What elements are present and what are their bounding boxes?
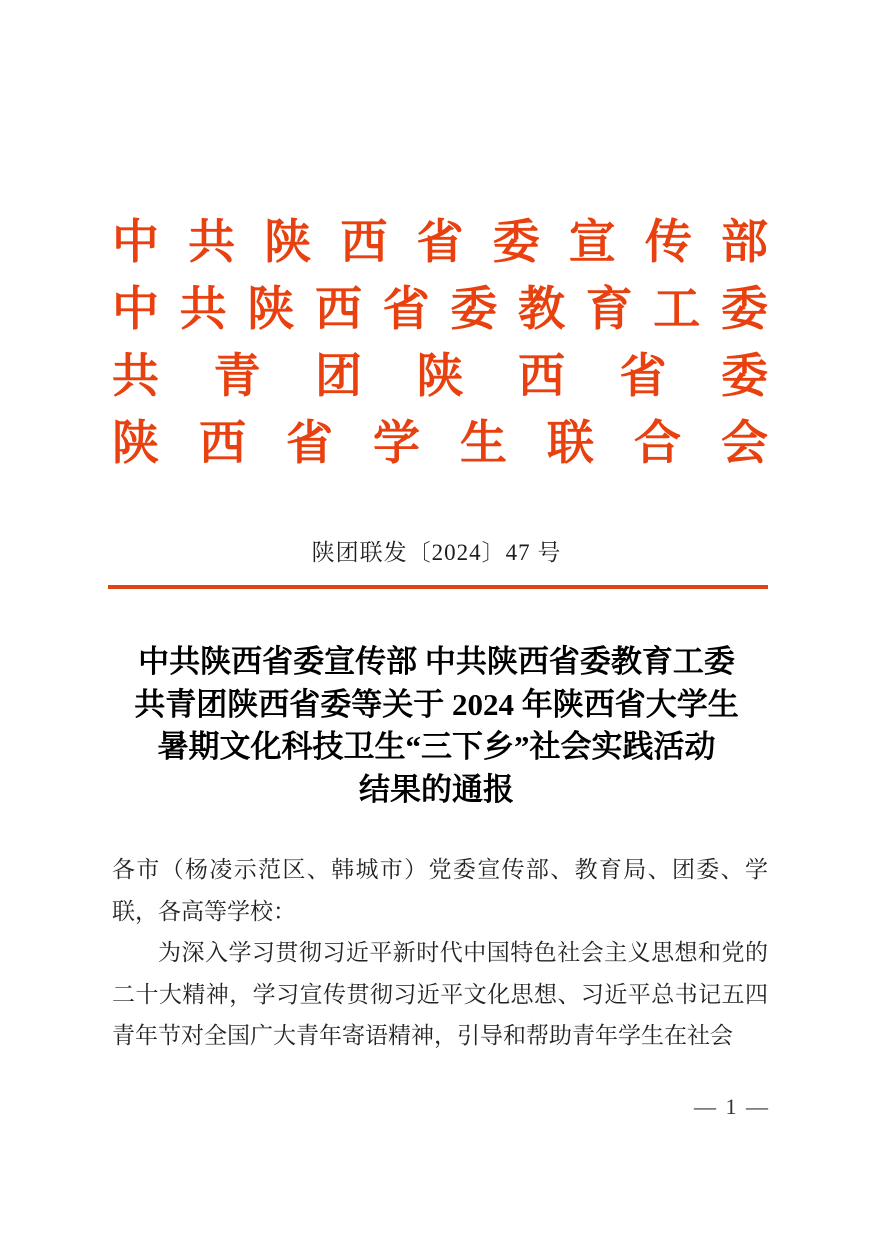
org-header-char: 陕 (264, 217, 312, 269)
org-header-char: 合 (634, 418, 681, 470)
org-header-char: 省 (619, 351, 667, 403)
org-header-char: 省 (286, 418, 333, 470)
document-title-line: 结果的通报 (359, 771, 514, 807)
org-header-char: 会 (721, 418, 768, 470)
org-header-char: 共 (188, 217, 236, 269)
document-title (80, 641, 793, 811)
org-header-char: 联 (547, 418, 594, 470)
org-header-char: 学 (373, 418, 420, 470)
page-number: — 1 — (694, 1094, 770, 1119)
org-header-line (112, 210, 768, 277)
document-body (112, 849, 768, 1057)
salutation-paragraph: 各市（杨凌示范区、韩城市）党委宣传部、教育局、团委、学联，各高等学校： (112, 857, 768, 924)
org-header-char: 生 (460, 418, 507, 470)
org-header-char: 中 (112, 217, 159, 269)
org-header-line (112, 277, 768, 344)
org-header-char: 部 (721, 217, 768, 269)
org-header-char: 委 (450, 284, 498, 336)
org-header-char: 宣 (568, 217, 616, 269)
document-title-line: 暑期文化科技卫生“三下乡”社会实践活动 (157, 729, 716, 764)
document-title-line: 共青团陕西省委等关于 2024 年陕西省大学生 (134, 686, 739, 722)
document-header-orgs (112, 210, 768, 478)
document-number: 陕团联发〔2024〕47 号 (311, 540, 562, 565)
org-header-char: 西 (199, 418, 246, 470)
org-header-char: 传 (644, 217, 692, 269)
org-header-line (112, 344, 768, 411)
org-header-char: 青 (213, 351, 261, 403)
org-header-char: 团 (315, 351, 362, 403)
org-header-char: 委 (720, 284, 768, 336)
org-header-line (112, 411, 768, 478)
org-header-char: 省 (382, 284, 430, 336)
org-header-char: 陕 (112, 418, 159, 470)
org-header-char: 陕 (247, 284, 295, 336)
red-separator-rule (108, 585, 768, 589)
org-header-char: 西 (340, 217, 388, 269)
org-header-char: 委 (492, 217, 540, 269)
org-header-char: 西 (518, 351, 565, 403)
body-paragraph: 为深入学习贯彻习近平新时代中国特色社会主义思想和党的二十大精神，学习宣传贯彻习近平文化思想、习近平总书记五四青年节对全国广大青年寄语精神，引导和帮助青年学生在社会 (112, 940, 768, 1048)
org-header-char: 共 (112, 351, 159, 403)
org-header-char: 委 (721, 351, 768, 403)
org-header-char: 西 (314, 284, 362, 336)
org-header-char: 教 (517, 284, 565, 336)
org-header-char: 共 (179, 284, 227, 336)
document-title-line: 中共陕西省委宣传部 中共陕西省委教育工委 (138, 644, 735, 679)
org-header-char: 陕 (416, 351, 464, 403)
org-header-char: 工 (653, 284, 701, 336)
org-header-char: 中 (112, 284, 159, 336)
org-header-char: 育 (585, 284, 633, 336)
org-header-char: 省 (416, 217, 464, 269)
